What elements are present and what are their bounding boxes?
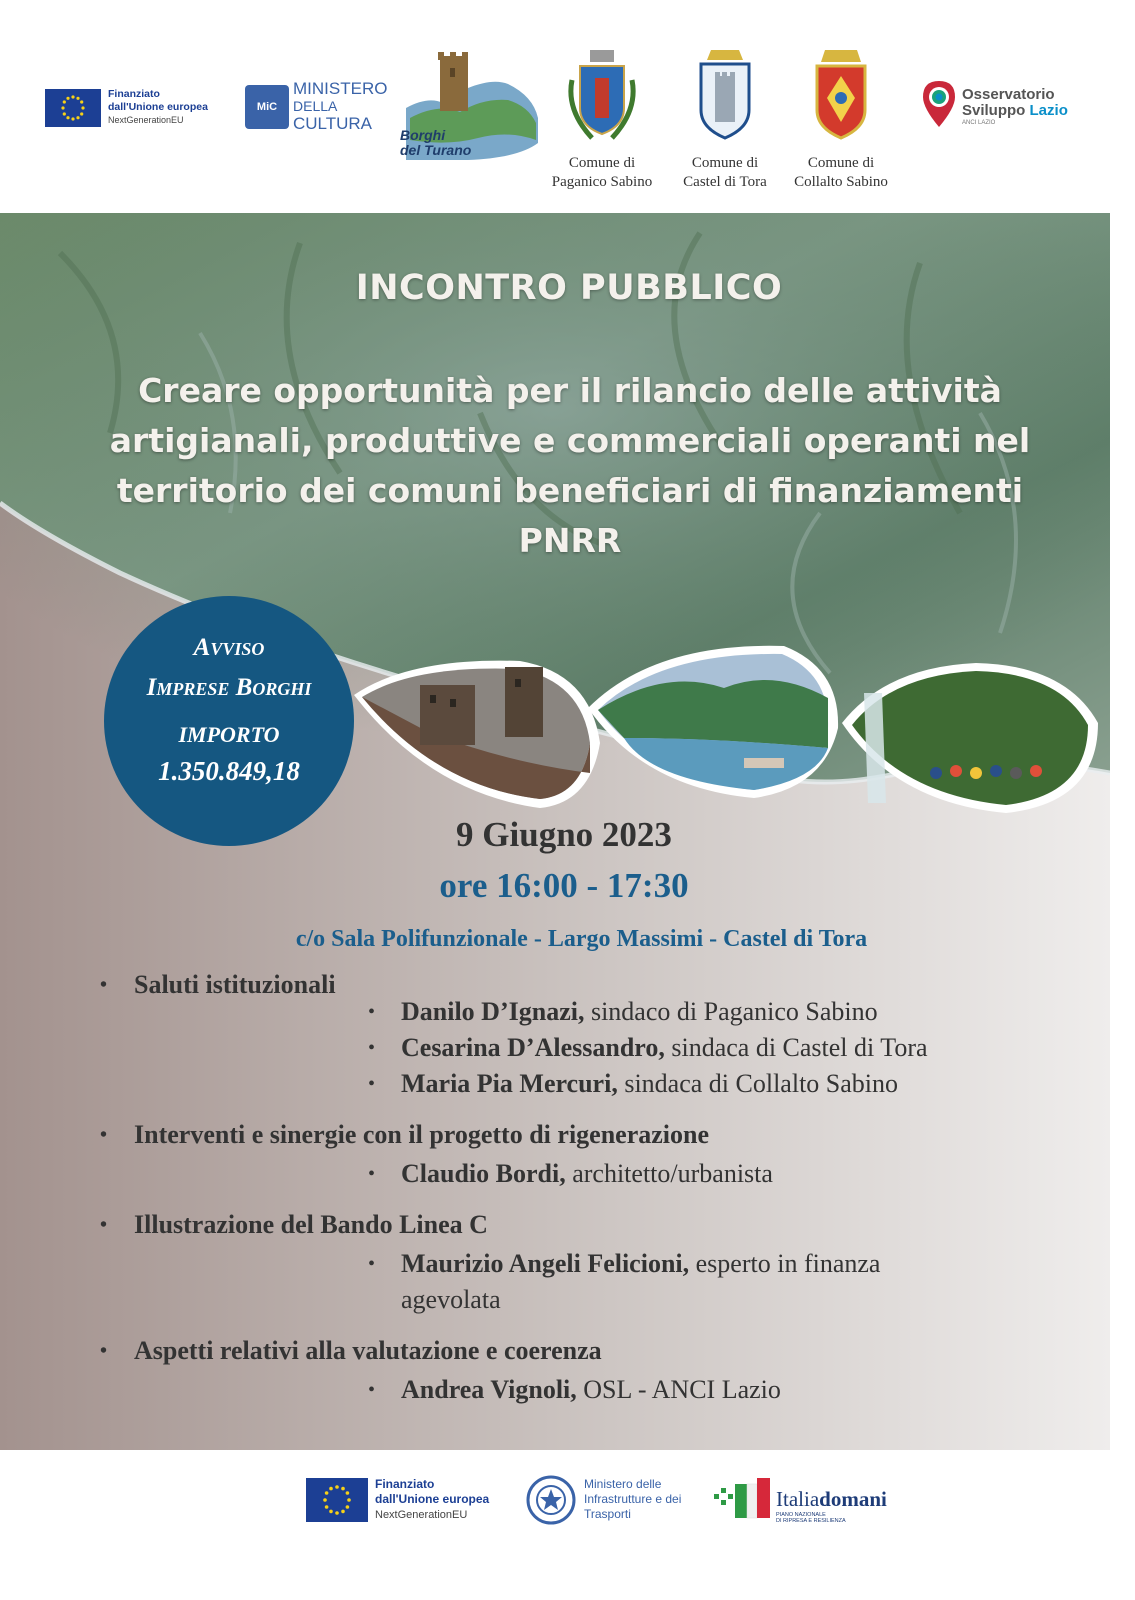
speaker-item: • Claudio Bordi, architetto/urbanista	[368, 1156, 1008, 1192]
map-pin-icon	[922, 80, 956, 128]
mic-text: MINISTERO DELLA CULTURA	[293, 79, 388, 133]
event-time: ore 16:00 - 17:30	[439, 866, 689, 905]
italia-domani-icon	[712, 1472, 772, 1524]
avviso-label: Avviso	[193, 634, 265, 661]
footer-logos	[0, 1450, 1135, 1600]
speaker-item: • Danilo D’Ignazi, sindaco di Paganico Sabino	[368, 994, 1008, 1030]
osservatorio-logo	[922, 80, 1082, 135]
lake-photo	[584, 638, 844, 813]
republic-emblem-icon	[525, 1474, 577, 1526]
italia-domani-text: Italiadomani	[776, 1487, 887, 1511]
eu-flag-icon	[306, 1478, 368, 1522]
eu-flag-icon	[45, 89, 101, 127]
event-venue: c/o Sala Polifunzionale - Largo Massimi - Castel di Tora	[295, 926, 868, 952]
comune-collalto-logo: Comune di Collalto Sabino	[776, 50, 906, 192]
mit-text: Ministero delle Infrastrutture e dei Trasporti	[584, 1477, 682, 1521]
program-item: • Interventi e sinergie con il progetto di rigenerazione	[100, 1120, 709, 1150]
borghi-logo-text: Borghi del Turano	[400, 127, 472, 158]
event-kicker: INCONTRO PUBBLICO	[355, 268, 783, 308]
event-title: Creare opportunità per il rilancio delle attività artigianali, produttive e commerciali operanti nel territorio dei comuni beneficiari di finanziamenti PNRR	[109, 371, 1031, 560]
program-item: • Aspetti relativi alla valutazione e coerenza	[100, 1336, 602, 1366]
ministero-infrastrutture-logo	[525, 1474, 705, 1528]
comune-paganico-logo: Comune di Paganico Sabino	[537, 50, 667, 192]
osservatorio-text: Osservatorio Sviluppo Lazio ANCI LAZIO	[962, 86, 1068, 126]
crest-icon	[562, 50, 642, 145]
event-date: 9 Giugno 2023	[456, 815, 672, 854]
speaker-item: • Cesarina D’Alessandro, sindaca di Castel di Tora	[368, 1030, 1008, 1066]
avviso-amount: 1.350.849,18	[158, 756, 300, 786]
eu-funding-text: Finanziato dall'Unione europea NextGenerationEU	[108, 88, 208, 125]
castle-photo	[350, 653, 605, 813]
program-item: • Saluti istituzionali	[100, 970, 336, 1000]
program-item: • Illustrazione del Bando Linea C	[100, 1210, 488, 1240]
crest-icon	[685, 50, 765, 145]
speaker-item: • Andrea Vignoli, OSL - ANCI Lazio	[368, 1372, 1008, 1408]
speaker-item: • Maria Pia Mercuri, sindaca di Collalto Sabino	[368, 1066, 1008, 1102]
eu-funding-logo	[45, 85, 235, 130]
hikers-photo	[836, 653, 1106, 818]
italia-domani-subtext: PIANO NAZIONALE DI RIPRESA E RESILIENZA	[776, 1512, 846, 1524]
comune-castel-di-tora-logo: Comune di Castel di Tora	[660, 50, 790, 192]
footer-eu-text: Finanziato dall'Unione europea NextGenerationEU	[375, 1477, 490, 1521]
avviso-program: Imprese Borghi	[146, 674, 312, 701]
crest-icon	[801, 50, 881, 145]
ministero-cultura-logo	[245, 80, 390, 135]
speaker-item: • Maurizio Angeli Felicioni, esperto in finanza agevolata	[368, 1246, 968, 1318]
mic-logo-icon: MiC	[245, 85, 289, 129]
italia-domani-logo	[712, 1472, 892, 1528]
footer-eu-logo	[306, 1475, 516, 1525]
avviso-importo-label: IMPORTO	[178, 722, 280, 747]
header-logos	[0, 0, 1135, 215]
avviso-badge	[104, 596, 354, 846]
